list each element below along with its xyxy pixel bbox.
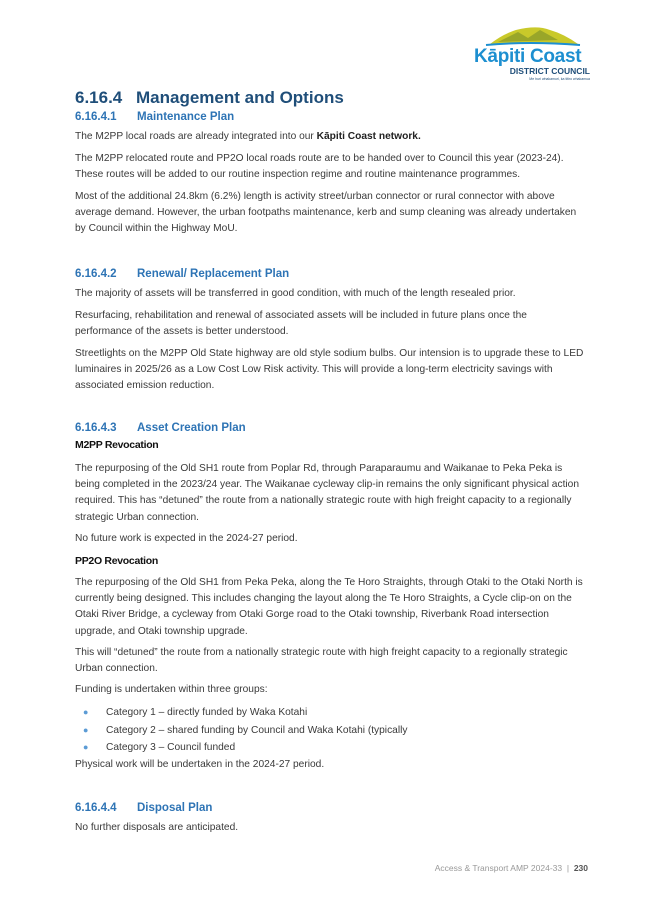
- council-logo: [468, 24, 592, 84]
- paragraph: The M2PP relocated route and PP2O local roads route are to be handed over to Council this year (2023-24). These routes will be added to our routine inspection regime and routine maintenance programmes.: [75, 153, 564, 181]
- logo-sub: DISTRICT COUNCIL: [509, 66, 590, 76]
- subheading-m2pp: M2PP Revocation: [75, 439, 159, 451]
- bullet-icon: ●: [83, 707, 89, 717]
- paragraph: The majority of assets will be transferred in good condition, with much of the length resealed prior.: [75, 288, 516, 299]
- paragraph: The repurposing of the Old SH1 route from Poplar Rd, through Paraparaumu and Waikanae to Peka Peka is being completed in the 2023/24 year. The Waikanae cycleway clip-in remains the only significant physical action required. This has “detuned” the route from a nationally strategic route with high freight capacity to a regionally strategic Urban connection.: [75, 463, 579, 523]
- paragraph: This will “detuned” the route from a nationally strategic route with high freight capacity to a regionally strategic Urban connection.: [75, 647, 568, 675]
- logo-tagline: Me huri whakamuri, ka titiro whakamua: [529, 77, 590, 81]
- funding-list: [75, 704, 407, 757]
- bold-text: Kāpiti Coast network.: [316, 131, 421, 142]
- list-item: [75, 704, 407, 722]
- footer-separator: |: [566, 863, 570, 873]
- section-number: 6.16.4.4: [75, 802, 117, 814]
- section-heading-creation: [75, 422, 246, 434]
- paragraph: Most of the additional 24.8km (6.2%) length is activity street/urban connector or rural connector with above average demand. However, the urban footpaths maintenance, kerb and sump cleaning was already undertaken by Council within the Highway MoU.: [75, 191, 577, 235]
- paragraph: Physical work will be undertaken in the 2024-27 period.: [75, 759, 325, 770]
- list-item: [75, 739, 407, 757]
- paragraph: The repurposing of the Old SH1 from Peka Peka, along the Te Horo Straights, through Otaki to the Otaki North is currently being designed. This includes changing the layout along the Te Horo Straights, a Cycle clip-on on the Otaki River Bridge, a cycleway from Otaki Gorge road to the Otaki township, Riverbank Road intersection upgrade, and Otaki township upgrade.: [75, 577, 583, 637]
- heading-title: Management and Options: [136, 88, 344, 107]
- paragraph: [75, 129, 585, 145]
- section-title: Renewal/ Replacement Plan: [137, 268, 290, 280]
- paragraph: Resurfacing, rehabilitation and renewal of associated assets will be included in future plans once the performance of the assets is better understood.: [75, 310, 527, 338]
- section-title: Asset Creation Plan: [137, 422, 246, 434]
- paragraph: Streetlights on the M2PP Old State highway are old style sodium bulbs. Our intension is to upgrade these to LED luminaires in 2025/26 as a Low Cost Low Risk activity. This will provide a long-term electricity savings with associated emission reduction.: [75, 348, 584, 392]
- list-item-text: Category 3 – Council funded: [106, 742, 236, 753]
- list-item-text: Category 2 – shared funding by Council and Waka Kotahi (typically: [106, 724, 408, 736]
- paragraph: No further disposals are anticipated.: [75, 822, 239, 833]
- section-heading-renewal: [75, 268, 289, 280]
- logo-name: Kāpiti Coast: [474, 46, 582, 67]
- heading-number: 6.16.4: [75, 88, 123, 107]
- paragraph: Funding is undertaken within three groups:: [75, 684, 268, 695]
- section-heading-maintenance: [75, 111, 234, 123]
- page-footer: [435, 863, 588, 873]
- section-number: 6.16.4.1: [75, 111, 117, 123]
- page-number: 230: [573, 863, 588, 873]
- section-title: Maintenance Plan: [137, 111, 235, 123]
- text: The M2PP local roads are already integrated into our: [75, 131, 317, 142]
- section-number: 6.16.4.3: [75, 422, 117, 434]
- bullet-icon: ●: [83, 742, 89, 752]
- footer-doc-title: Access & Transport AMP 2024-33: [434, 863, 563, 873]
- section-title: Disposal Plan: [137, 802, 213, 814]
- section-number: 6.16.4.2: [75, 268, 117, 280]
- page-heading: [75, 88, 344, 108]
- section-heading-disposal: [75, 802, 212, 814]
- mountain-logo-icon: [468, 24, 592, 48]
- paragraph: No future work is expected in the 2024-27 period.: [75, 533, 298, 544]
- bullet-icon: ●: [83, 724, 89, 735]
- subheading-pp2o: PP2O Revocation: [75, 555, 159, 567]
- list-item: [75, 722, 407, 740]
- list-item-text: Category 1 – directly funded by Waka Kotahi: [106, 707, 308, 718]
